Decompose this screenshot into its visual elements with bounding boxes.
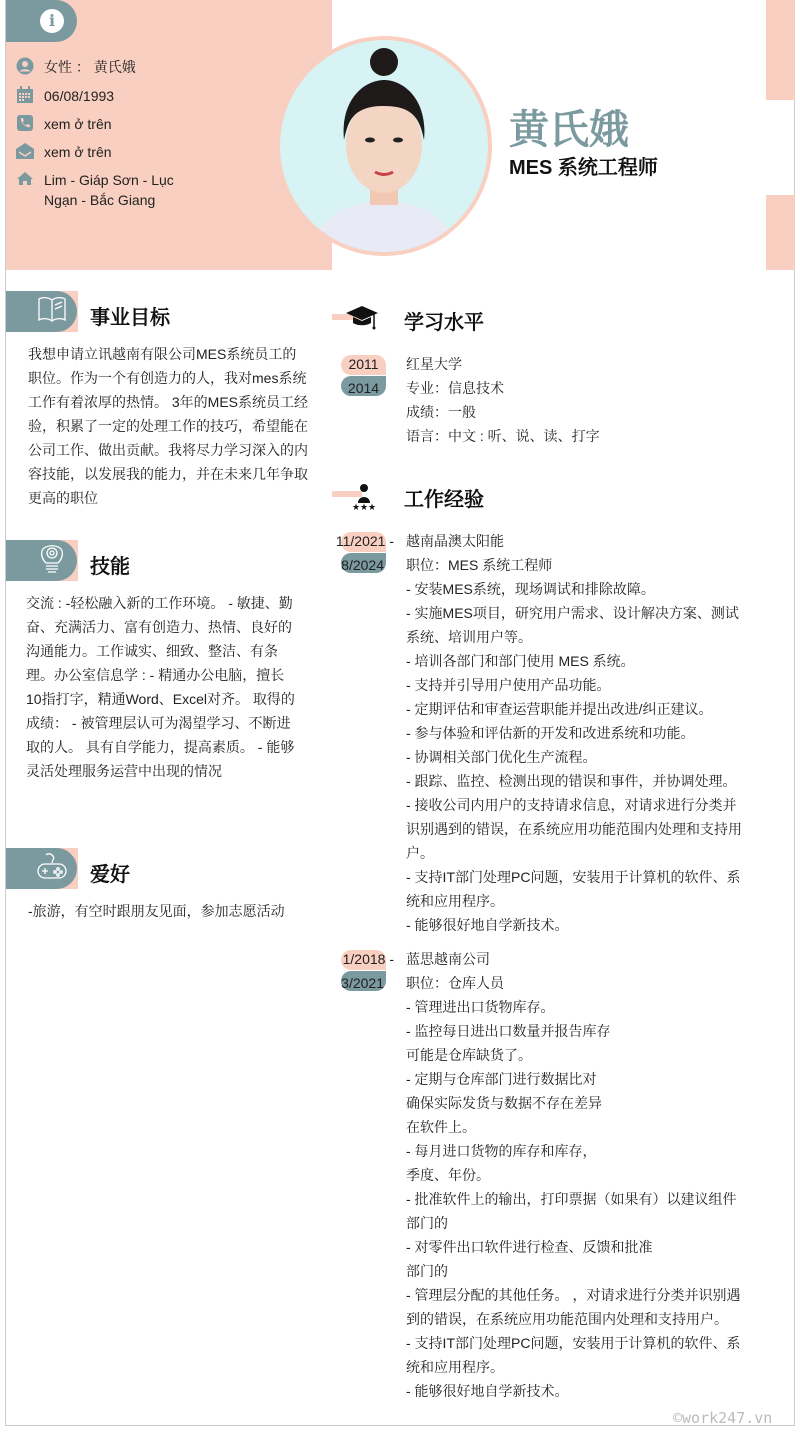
job-duty-line: - 批准软件上的输出，打印票据（如果有）以建议组件 <box>406 1191 737 1207</box>
book-icon <box>37 295 67 328</box>
job-details <box>406 947 751 1403</box>
education-end: 2014 <box>347 380 380 396</box>
watermark: ©work247.vn <box>673 1409 773 1427</box>
experience-heading: 工作经验 <box>404 489 484 511</box>
job-duty-line: - 安装MES系统，现场调试和排除故障。 <box>406 581 655 597</box>
job-duty-line: - 实施MES项目，研究用户需求、设计解决方案、测试 <box>406 605 739 621</box>
job-start: 11/2021 - <box>335 533 394 549</box>
job-duty-line: 在软件上。 <box>406 1119 476 1135</box>
info-icon: i <box>40 9 64 33</box>
company-name: 蓝思越南公司 <box>406 951 490 967</box>
job-duty-line: 季度、年份。 <box>406 1167 490 1183</box>
education-start: 2011 <box>348 356 379 372</box>
hobbies-heading: 爱好 <box>90 864 130 886</box>
job-duty-line: - 监控每日进出口数量并报告库存 <box>406 1023 611 1039</box>
company-name: 越南晶澳太阳能 <box>406 533 504 549</box>
job-duty-line: - 支持IT部门处理PC问题，安装用于计算机的软件、系 <box>406 1335 741 1351</box>
skills-tab <box>6 540 78 581</box>
job-duty-line: - 能够很好地自学新技术。 <box>406 917 569 933</box>
skills-heading: 技能 <box>90 556 130 578</box>
svg-text:★: ★ <box>352 502 361 511</box>
objective-text: 我想申请立讯越南有限公司MES系统员工的职位。作为一个有创造力的人，我对mes系统工作有着浓厚的热情。 3年的MES系统员工经验，积累了一定的处理工作的技巧，希望能在公司工作、做出贡献。我将尽力学习深入的内容技能，以发展我的能力，并在未来几年争取更高的职位 <box>28 346 309 506</box>
svg-text:★: ★ <box>368 502 377 511</box>
job-duty-line: 可能是仓库缺货了。 <box>406 1047 532 1063</box>
education-heading: 学习水平 <box>404 312 484 334</box>
profile-photo <box>276 36 492 256</box>
education-details <box>406 352 751 448</box>
hobbies-text: -旅游，有空时跟朋友见面，参加志愿活动 <box>28 903 285 919</box>
school-name: 红星大学 <box>406 356 462 372</box>
portrait-image <box>280 40 488 252</box>
gamepad-icon <box>36 851 68 886</box>
job-end: 3/2021 <box>341 975 384 991</box>
job-duty-line: - 管理层分配的其他任务。 ，对请求进行分类并识别遇 <box>406 1287 741 1303</box>
hobbies-tab <box>6 848 78 889</box>
job-duty-line: 统和应用程序。 <box>406 1359 504 1375</box>
job-duty-line: - 定期与仓库部门进行数据比对 <box>406 1071 597 1087</box>
job-duty-line: - 培训各部门和部门使用 MES 系统。 <box>406 653 635 669</box>
employee-icon <box>351 483 377 516</box>
lightbulb-icon <box>40 541 64 580</box>
job-duty-line: - 参与体验和评估新的开发和改进系统和功能。 <box>406 725 695 741</box>
candidate-name: 黄氏娥 <box>509 108 629 152</box>
job-duty-line: 户。 <box>406 845 434 861</box>
job-duty-line: 识别遇到的错误，在系统应用功能范围内处理和支持用 <box>406 821 742 837</box>
job-duty-line: - 接收公司内用户的支持请求信息，对请求进行分类并 <box>406 797 737 813</box>
job-duty-line: - 定期评估和审查运营职能并提出改进/纠正建议。 <box>406 701 713 717</box>
job-duty-line: - 协调相关部门优化生产流程。 <box>406 749 597 765</box>
envelope-icon <box>16 142 34 160</box>
info-tab <box>6 0 77 42</box>
job-position: 职位：仓库人员 <box>406 975 504 991</box>
contact-address: Lim - Giáp Sơn - Lục Ngạn - Bắc Giang <box>16 170 196 210</box>
job-duty-line: - 管理进出口货物库存。 <box>406 999 555 1015</box>
svg-text:★: ★ <box>360 502 369 511</box>
job-duty-line: 到的错误，在系统应用功能范围内处理和支持用户。 <box>406 1311 728 1327</box>
contact-birthdate: 06/08/1993 <box>16 86 114 106</box>
calendar-icon <box>16 86 34 104</box>
skills-text: 交流 : -轻松融入新的工作环境。 - 敏捷、勤奋、充满活力、富有创造力、热情、良好的沟通能力。工作诚实、细致、整洁、有条理。办公室信息学 : - 精通办公电脑，擅长10指打字，精通Word、Excel对齐。 取得的成绩： - 被管理层认可为渴望学习、不断进取的人。 具有自学能力，提高素质。 - 能够灵活处理服务运营中出现的情况 <box>26 595 295 779</box>
major: 专业：信息技术 <box>406 380 504 396</box>
job-duty-line: - 能够很好地自学新技术。 <box>406 1383 569 1399</box>
job-duty-line: 统和应用程序。 <box>406 893 504 909</box>
candidate-title: MES 系统工程师 <box>509 157 658 179</box>
job-duty-line: - 对零件出口软件进行检查、反馈和批准 <box>406 1239 653 1255</box>
contact-phone: xem ở trên <box>16 114 112 134</box>
objective-heading: 事业目标 <box>90 307 170 329</box>
job-duty-line: - 跟踪、监控、检测出现的错误和事件，并协调处理。 <box>406 773 737 789</box>
contact-gender: 女性 ： 黄氏娥 <box>16 57 136 77</box>
home-icon <box>16 170 34 188</box>
header-right-band <box>766 195 795 270</box>
job-duty-line: 部门的 <box>406 1263 448 1279</box>
job-duty-line: - 每月进口货物的库存和库存， <box>406 1143 597 1159</box>
user-icon <box>16 57 34 75</box>
job-duty-line: - 支持并引导用户使用产品功能。 <box>406 677 611 693</box>
header-right-band <box>766 0 795 100</box>
job-duty-line: 系统、培训用户等。 <box>406 629 532 645</box>
phone-icon <box>16 114 34 132</box>
job-start: 1/2018 - <box>342 951 394 967</box>
job-duty-line: 部门的 <box>406 1215 448 1231</box>
contact-email: xem ở trên <box>16 142 112 162</box>
job-end: 8/2024 <box>341 557 384 573</box>
job-duty-line: 确保实际发货与数据不存在差异 <box>406 1095 602 1111</box>
job-position: 职位：MES 系统工程师 <box>406 557 553 573</box>
graduation-cap-icon <box>346 305 380 338</box>
language: 语言：中文 : 听、说、读、打字 <box>406 428 600 444</box>
job-duty-line: - 支持IT部门处理PC问题，安装用于计算机的软件、系 <box>406 869 741 885</box>
grade: 成绩：一般 <box>406 404 476 420</box>
job-details <box>406 529 751 937</box>
objective-tab <box>6 291 78 332</box>
